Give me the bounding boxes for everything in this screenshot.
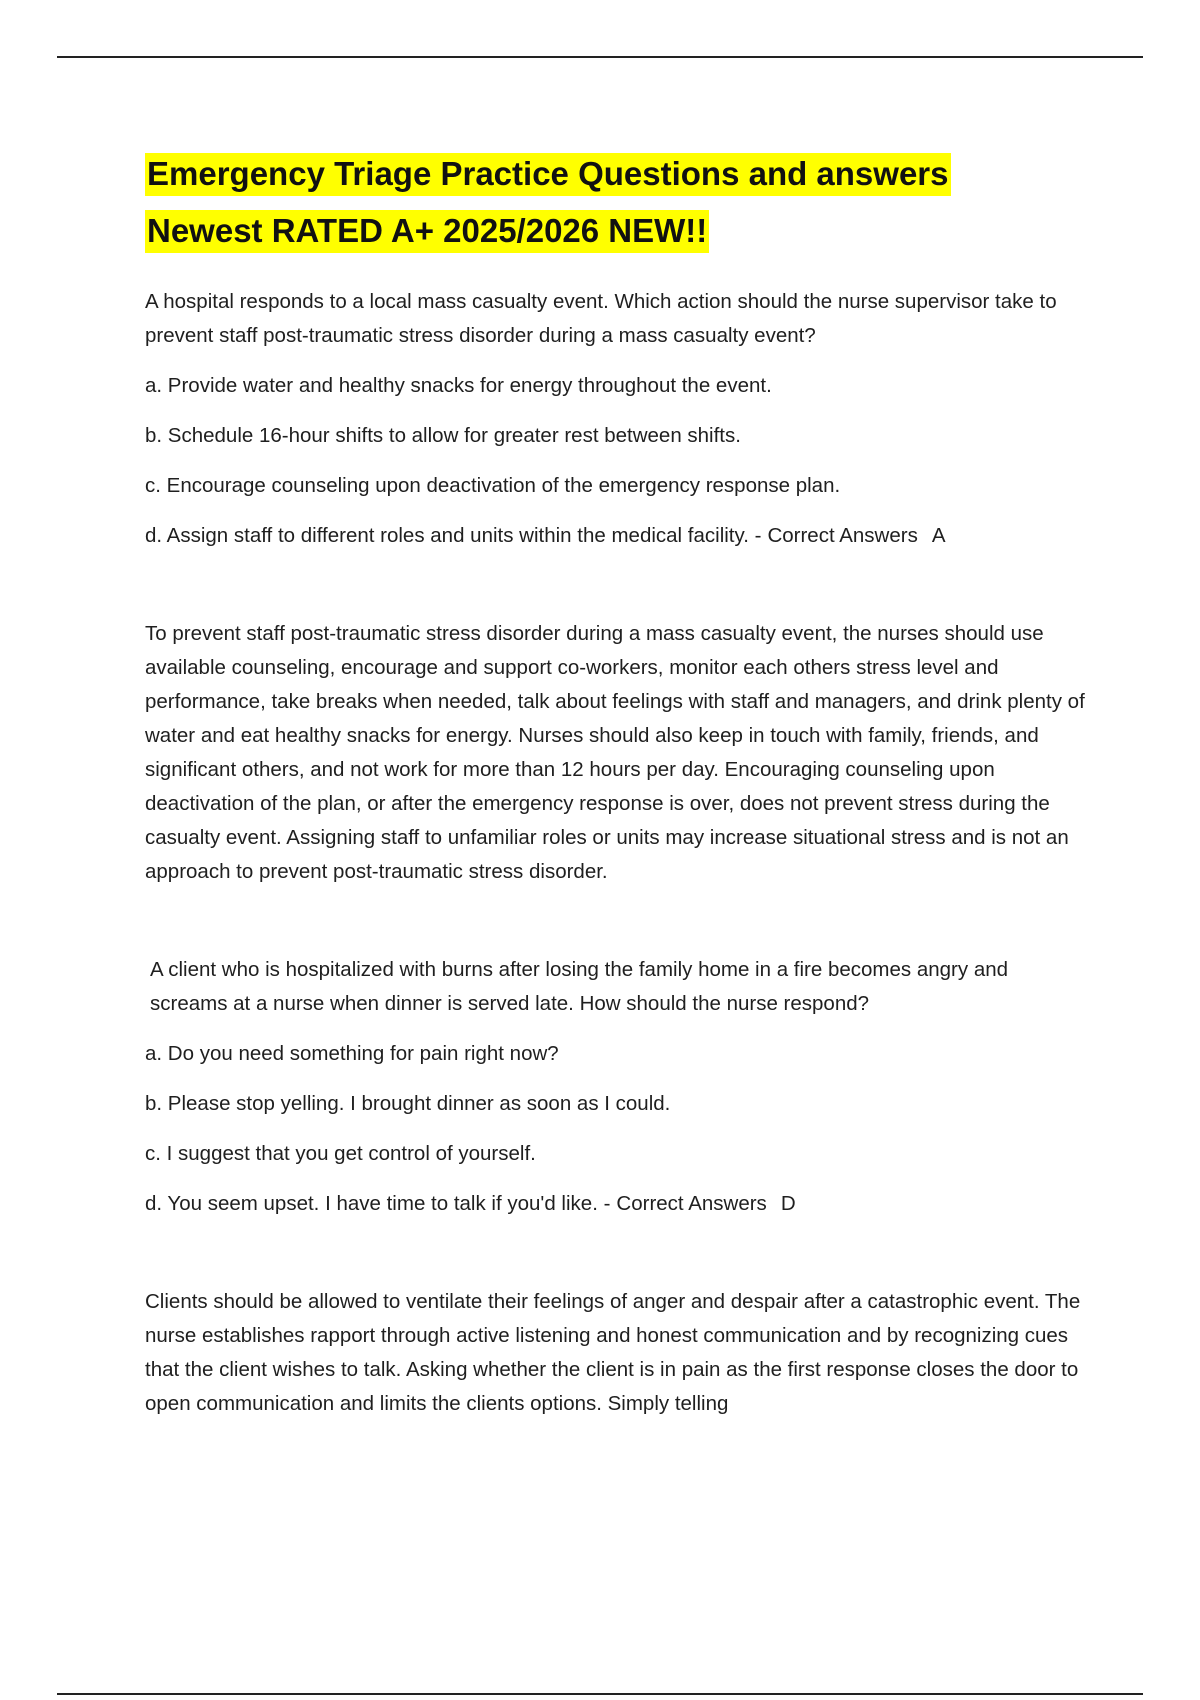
question-1-explanation: To prevent staff post-traumatic stress disorder during a mass casualty event, the nurses should use available counseling, encourage and support co-workers, monitor each others stress level and performance, take breaks when needed, talk about feelings with staff and managers, and drink plenty of water and eat healthy snacks for energy. Nurses should also keep in touch with family, friends, and significant others, and not work for more than 12 hours per day. Encouraging counseling upon deactivation of the plan, or after the emergency response is over, does not prevent stress during the casualty event. Assigning staff to unfamiliar roles or units may increase situational stress and is not an approach to prevent post-traumatic stress disorder. <box>145 622 1085 883</box>
question-2-correct-label: Correct Answers <box>616 1192 767 1215</box>
document-title <box>145 145 1090 259</box>
question-1-option-d <box>145 519 1090 553</box>
question-2-option-d <box>145 1187 1090 1221</box>
document-body <box>145 145 1090 1421</box>
question-1-option-a: a. Provide water and healthy snacks for energy throughout the event. <box>145 374 772 397</box>
question-1-stem: A hospital responds to a local mass casualty event. Which action should the nurse supervisor take to prevent staff post-traumatic stress disorder during a mass casualty event? <box>145 290 1057 347</box>
question-1-option-b: b. Schedule 16-hour shifts to allow for greater rest between shifts. <box>145 424 741 447</box>
top-rule <box>57 56 1143 58</box>
question-2-option-d-text: d. You seem upset. I have time to talk if you'd like. - <box>145 1192 611 1215</box>
question-1-option-c: c. Encourage counseling upon deactivation of the emergency response plan. <box>145 474 841 497</box>
question-2-explanation: Clients should be allowed to ventilate their feelings of anger and despair after a catastrophic event. The nurse establishes rapport through active listening and honest communication and by recognizing cues that the client wishes to talk. Asking whether the client is in pain as the first response closes the door to open communication and limits the clients options. Simply telling <box>145 1290 1081 1415</box>
question-2-correct-letter: D <box>780 1192 796 1215</box>
question-2-option-a: a. Do you need something for pain right now? <box>145 1042 559 1065</box>
question-2-option-c: c. I suggest that you get control of yourself. <box>145 1142 536 1165</box>
question-1-option-d-text: d. Assign staff to different roles and units within the medical facility. - <box>145 524 762 547</box>
title-line-2: Newest RATED A+ 2025/2026 NEW!! <box>145 210 709 253</box>
question-1-correct-letter: A <box>931 524 946 547</box>
question-1-correct-label: Correct Answers <box>767 524 918 547</box>
question-2-stem: A client who is hospitalized with burns after losing the family home in a fire becomes angry and screams at a nurse when dinner is served late. How should the nurse respond? <box>150 958 1009 1015</box>
question-2-option-b: b. Please stop yelling. I brought dinner as soon as I could. <box>145 1092 671 1115</box>
title-line-1: Emergency Triage Practice Questions and answers <box>145 153 951 196</box>
bottom-rule <box>57 1693 1143 1695</box>
